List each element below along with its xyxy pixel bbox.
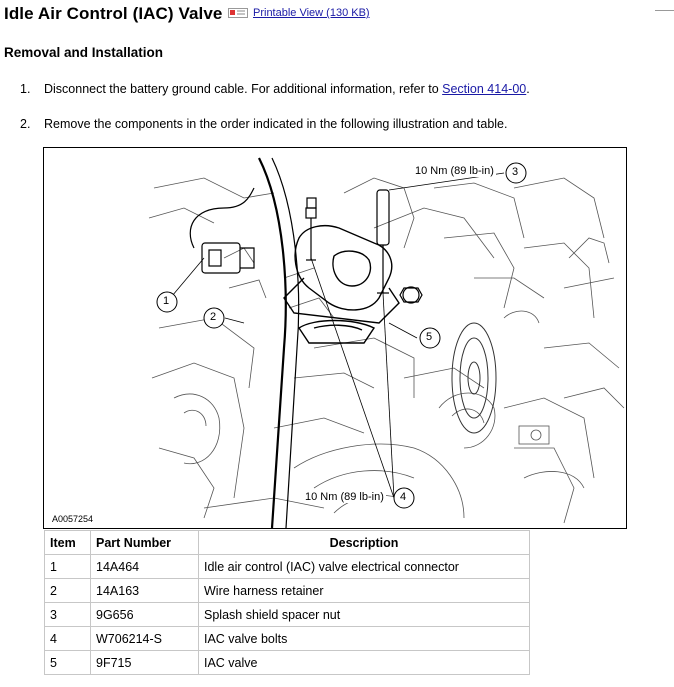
- step-2: [20, 117, 507, 131]
- table-row: [45, 651, 530, 675]
- step-text: Remove the components in the order indicated in the following illustration and table.: [44, 117, 508, 131]
- header-part-number: Part Number: [91, 531, 199, 555]
- header-rule: [655, 0, 674, 11]
- header-item: Item: [45, 531, 91, 555]
- cell-item: 1: [45, 555, 91, 579]
- step-text: Disconnect the battery ground cable. For additional information, refer to: [44, 82, 443, 96]
- callout-3: 3: [512, 166, 519, 178]
- section-subtitle: Removal and Installation: [4, 45, 164, 60]
- parts-table: [44, 530, 530, 675]
- cell-part-number: 14A464: [91, 555, 199, 579]
- callout-1: 1: [163, 295, 170, 307]
- callout-5: 5: [426, 331, 433, 343]
- cell-item: 4: [45, 627, 91, 651]
- torque-label-top: 10 Nm (89 lb-in): [415, 165, 494, 177]
- callout-circles: [157, 163, 526, 508]
- illustration-drawing: [44, 148, 626, 528]
- cell-part-number: 9F715: [91, 651, 199, 675]
- page-title: Idle Air Control (IAC) Valve: [4, 4, 223, 23]
- printable-view-link[interactable]: Printable View (130 KB): [253, 7, 370, 19]
- step-number: 1.: [20, 82, 31, 96]
- cell-part-number: 14A163: [91, 579, 199, 603]
- callout-2: 2: [210, 311, 217, 323]
- cell-description: IAC valve bolts: [199, 627, 530, 651]
- torque-label-bottom: 10 Nm (89 lb-in): [305, 491, 384, 503]
- step-number: 2.: [20, 117, 31, 131]
- header-description: Description: [199, 531, 530, 555]
- table-row: [45, 555, 530, 579]
- cell-description: IAC valve: [199, 651, 530, 675]
- table-row: [45, 603, 530, 627]
- cell-part-number: W706214-S: [91, 627, 199, 651]
- cell-part-number: 9G656: [91, 603, 199, 627]
- step-1: [20, 82, 530, 96]
- broken-image-icon: [228, 8, 248, 18]
- cell-item: 2: [45, 579, 91, 603]
- step-text-end: .: [526, 82, 530, 96]
- figure-id: A0057254: [52, 514, 94, 524]
- cell-description: Idle air control (IAC) valve electrical connector: [199, 555, 530, 579]
- table-header-row: [45, 531, 530, 555]
- printable-view[interactable]: [228, 7, 370, 19]
- section-link[interactable]: Section 414-00: [442, 82, 527, 96]
- cell-description: Wire harness retainer: [199, 579, 530, 603]
- engine-illustration: [43, 147, 627, 529]
- table-row: [45, 627, 530, 651]
- table-row: [45, 579, 530, 603]
- callout-4: 4: [400, 491, 407, 503]
- cell-item: 3: [45, 603, 91, 627]
- cell-item: 5: [45, 651, 91, 675]
- cell-description: Splash shield spacer nut: [199, 603, 530, 627]
